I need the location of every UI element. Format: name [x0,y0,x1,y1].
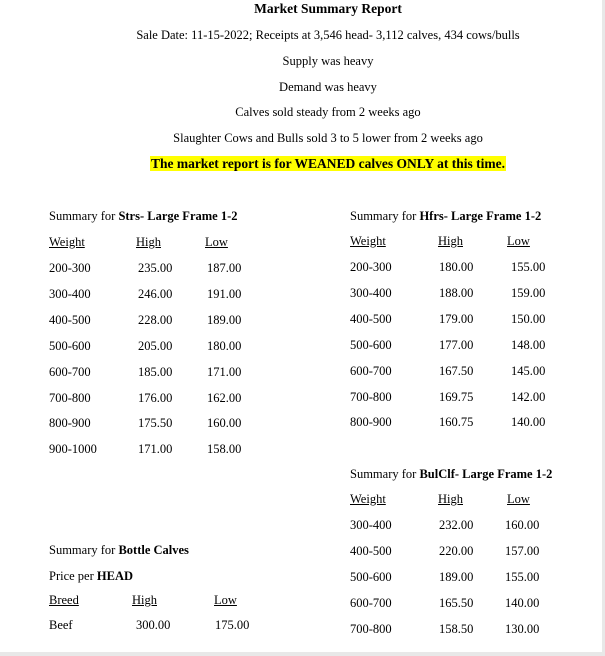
row-weight: 500-600 [350,570,392,584]
notice-line [0,156,605,172]
row-high: 205.00 [138,338,173,353]
row-weight: 500-600 [350,337,392,352]
row-high: 167.50 [439,363,474,378]
row-low: 191.00 [207,286,242,301]
row-low: 160.00 [505,518,540,532]
row-high: 171.00 [138,442,173,457]
row-high: 188.00 [439,285,474,300]
row-low: 160.00 [207,416,242,431]
bulls-title: Summary for BulClf- Large Frame 1-2 [350,467,553,481]
heifers-col-low: Low [507,234,530,248]
demand-line: Demand was heavy [279,80,377,94]
row-high: 176.00 [138,390,173,405]
row-weight: 900-1000 [49,442,97,457]
row-low: 130.00 [505,622,540,636]
row-high: 232.00 [439,518,474,532]
row-low: 142.00 [511,389,546,404]
row-weight: 300-400 [49,286,91,301]
steers-col-high: High [136,235,161,249]
row-low: 157.00 [505,544,540,558]
row-low: 155.00 [511,260,546,274]
row-low: 150.00 [511,311,546,326]
row-high: 235.00 [138,261,173,275]
row-weight: 700-800 [49,390,91,405]
row-weight: 700-800 [350,389,392,404]
row-high: 228.00 [138,312,173,327]
row-low: 159.00 [511,285,546,300]
steers-title: Summary for Strs- Large Frame 1-2 [49,209,238,223]
bottle-price-basis: Price per HEAD [49,569,134,583]
bottle-col-high: High [132,593,157,607]
row-weight: 300-400 [350,285,392,300]
slaughter-line: Slaughter Cows and Bulls sold 3 to 5 lower from 2 weeks ago [173,131,483,145]
bottle-col-low: Low [214,593,237,607]
row-high: 300.00 [136,618,171,632]
weaned-notice: The market report is for WEANED calves ONLY at this time. [150,156,506,171]
bottle-col-breed: Breed [49,593,79,607]
row-low: 148.00 [511,337,546,352]
bottle-title: Summary for Bottle Calves [49,543,189,557]
row-weight: 800-900 [350,415,392,430]
row-low: 145.00 [511,363,546,378]
heifers-col-high: High [438,234,463,248]
row-high: 189.00 [439,570,474,584]
row-weight: 200-300 [49,261,91,275]
row-low: 155.00 [505,570,540,584]
row-low: 162.00 [207,390,242,405]
row-high: 220.00 [439,544,474,558]
row-low: 180.00 [207,338,242,353]
row-low: 175.00 [215,618,250,632]
page-bottom-edge [0,652,605,656]
row-weight: 400-500 [350,544,392,558]
steers-col-weight: Weight [49,235,85,249]
row-high: 169.75 [439,389,474,404]
row-weight: 700-800 [350,622,392,636]
row-high: 177.00 [439,337,474,352]
row-weight: 600-700 [350,363,392,378]
calves-line: Calves sold steady from 2 weeks ago [235,105,421,119]
report-title: Market Summary Report [254,1,402,16]
row-weight: Beef [49,618,73,632]
row-low: 140.00 [505,596,540,610]
row-low: 189.00 [207,312,242,327]
row-high: 175.50 [138,416,173,431]
row-weight: 400-500 [350,311,392,326]
row-low: 187.00 [207,261,242,275]
row-low: 140.00 [511,415,546,430]
row-weight: 400-500 [49,312,91,327]
row-high: 246.00 [138,286,173,301]
heifers-title: Summary for Hfrs- Large Frame 1-2 [350,209,542,223]
bulls-col-weight: Weight [350,492,386,506]
row-high: 160.75 [439,415,474,430]
row-low: 171.00 [207,364,242,379]
row-weight: 500-600 [49,338,91,353]
bulls-col-high: High [438,492,463,506]
row-high: 185.00 [138,364,173,379]
steers-col-low: Low [205,235,228,249]
supply-line: Supply was heavy [282,54,374,68]
row-high: 180.00 [439,260,474,274]
row-weight: 600-700 [350,596,392,610]
row-weight: 200-300 [350,260,392,274]
row-weight: 800-900 [49,416,91,431]
row-high: 165.50 [439,596,474,610]
heifers-col-weight: Weight [350,234,386,248]
bulls-col-low: Low [507,492,530,506]
row-weight: 300-400 [350,518,392,532]
row-high: 179.00 [439,311,474,326]
sale-date-line: Sale Date: 11-15-2022; Receipts at 3,546 head- 3,112 calves, 434 cows/bulls [136,28,520,42]
row-weight: 600-700 [49,364,91,379]
row-high: 158.50 [439,622,474,636]
row-low: 158.00 [207,442,242,457]
